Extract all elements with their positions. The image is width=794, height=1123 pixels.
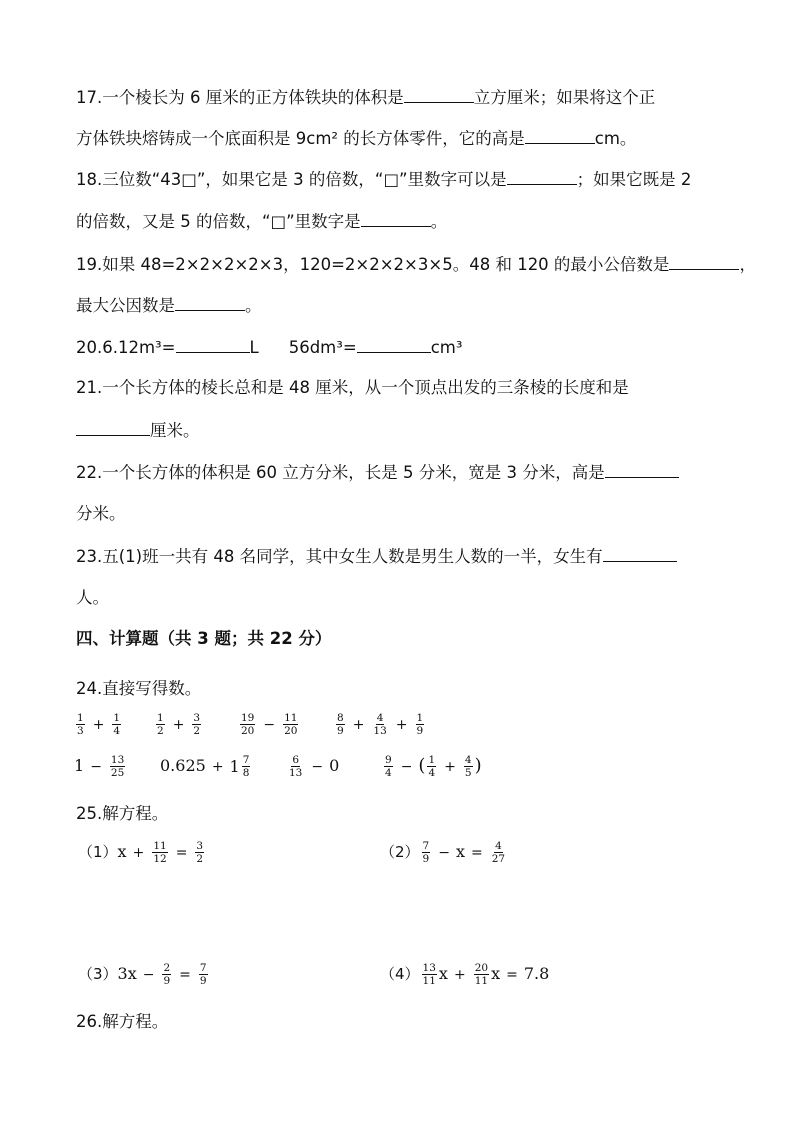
- q19-blank-1[interactable]: [669, 253, 739, 270]
- q19-text-b: ，: [739, 255, 756, 274]
- q19-line2: [76, 294, 262, 317]
- q18-text-d: 。: [430, 212, 448, 231]
- q24-expr-2: $\frac{1}{2}$ + $\frac{3}{2}$: [157, 712, 201, 737]
- q17-line1: [76, 86, 655, 109]
- q23-line2: [76, 587, 109, 609]
- q25-eq-3: （3）3x − $\frac{2}{9}$ = $\frac{7}{9}$: [78, 962, 207, 987]
- q25-eq-2: （2） $\frac{7}{9}$ − x = $\frac{4}{27}$: [380, 840, 506, 865]
- q24-expr-6: 0.625 + 1 7 8: [160, 754, 250, 779]
- q20-part3: 56dm³=: [288, 338, 357, 357]
- q19-text-c: 最大公因数是: [76, 296, 175, 315]
- q19-line1: [76, 253, 756, 276]
- q18-text-a: 18.三位数“43□”，如果它是 3 的倍数，“□”里数字可以是: [76, 170, 507, 189]
- q23-line1: [76, 545, 677, 568]
- q20-blank-1[interactable]: [176, 336, 250, 353]
- q21-text-b: 厘米。: [150, 421, 200, 440]
- q18-blank-2[interactable]: [361, 210, 431, 227]
- q18-text-c: 的倍数，又是 5 的倍数，“□”里数字是: [76, 212, 361, 231]
- q24-expr-5: 1 − $\frac{13}{25}$: [74, 754, 125, 779]
- q20-part4: cm³: [430, 338, 463, 357]
- q17-text-c: 方体铁块熔铸成一个底面积是 9cm² 的长方体零件，它的高是: [76, 129, 525, 148]
- q25-eq-1: （1）x + $\frac{11}{12}$ = $\frac{3}{2}$: [78, 840, 204, 865]
- q23-text-a: 23.五(1)班一共有 48 名同学，其中女生人数是男生人数的一半，女生有: [76, 547, 603, 566]
- q26-title: 26.解方程。: [76, 1012, 169, 1031]
- q22-line2: [76, 503, 126, 525]
- q17-text-b: 立方厘米；如果将这个正: [473, 88, 656, 107]
- q18-text-b: ；如果它既是 2: [576, 170, 692, 189]
- q24-expr-1: $\frac{1}{3}$ + $\frac{1}{4}$: [77, 712, 121, 737]
- q24-expr-7: $\frac{6}{13}$ − 0: [289, 754, 340, 779]
- q23-blank[interactable]: [603, 545, 677, 562]
- q17-blank-1[interactable]: [404, 86, 474, 103]
- q21-line1: [76, 377, 629, 399]
- q21-text-a: 21.一个长方体的棱长总和是 48 厘米，从一个顶点出发的三条棱的长度和是: [76, 378, 629, 397]
- q22-text-b: 分米。: [76, 504, 126, 523]
- q20-part1: 20.6.12m³=: [76, 338, 176, 357]
- q25-eq-4: （4） $\frac{13}{11}$ x + $\frac{20}{11}$ x = 7.8: [380, 962, 550, 987]
- q17-blank-2[interactable]: [525, 127, 595, 144]
- q18-blank-1[interactable]: [507, 168, 577, 185]
- q24-expr-8: $\frac{9}{4}$ − ( $\frac{1}{4}$ + $\frac{4}{5}$ ): [385, 754, 482, 779]
- q19-text-a: 19.如果 48=2×2×2×2×3，120=2×2×2×3×5。48 和 120 的最小公倍数是: [76, 255, 670, 274]
- q22-line1: [76, 461, 679, 484]
- q23-text-b: 人。: [76, 588, 109, 607]
- q25-title: 25.解方程。: [76, 804, 169, 823]
- q20-blank-2[interactable]: [357, 336, 431, 353]
- q24-expr-4: $\frac{8}{9}$ + $\frac{4}{13}$ + $\frac{1}{9}$: [337, 712, 424, 737]
- q18-line1: [76, 168, 691, 191]
- q22-text-a: 22.一个长方体的体积是 60 立方分米，长是 5 分米，宽是 3 分米，高是: [76, 463, 605, 482]
- q19-text-d: 。: [245, 296, 262, 315]
- q18-line2: [76, 210, 447, 233]
- q21-line2: [76, 419, 200, 442]
- section-4-title: 四、计算题（共 3 题；共 22 分）: [76, 629, 332, 648]
- q21-blank[interactable]: [76, 419, 150, 436]
- q19-blank-2[interactable]: [175, 294, 245, 311]
- q17-text-a: 17.一个棱长为 6 厘米的正方体铁块的体积是: [76, 88, 404, 107]
- q24-title: 24.直接写得数。: [76, 679, 202, 698]
- q24-expr-3: $\frac{19}{20}$ − $\frac{11}{20}$: [241, 712, 298, 737]
- q22-blank[interactable]: [605, 461, 679, 478]
- q17-line2: [76, 127, 636, 150]
- q17-text-d: cm。: [594, 129, 637, 148]
- q20-part2: L: [249, 338, 259, 357]
- q20-line: [76, 336, 462, 359]
